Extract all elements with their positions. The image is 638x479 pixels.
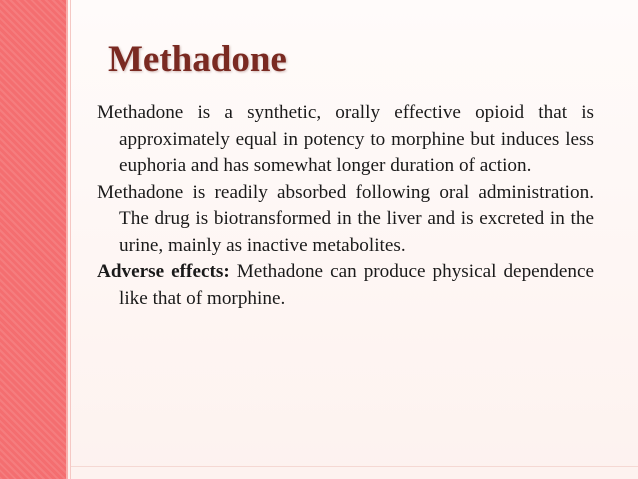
paragraph-pharmacokinetics-text: Methadone is readily absorbed following oral administration. The drug is biotransformed in the liver and is excreted in the urine, mainly as inactive metabolites. (97, 181, 594, 256)
paragraph-adverse-effects (97, 259, 594, 312)
paragraph-overview-text: Methadone is a synthetic, orally effective opioid that is approximately equal in potency to morphine but induces less euphoria and has somewhat longer duration of action. (97, 102, 594, 176)
paragraph-pharmacokinetics (97, 180, 594, 260)
decorative-bottom-line (71, 466, 638, 467)
decorative-edge-line (66, 0, 68, 479)
slide-body (97, 100, 594, 312)
decorative-stripe-band (0, 0, 66, 479)
paragraph-overview (97, 100, 594, 180)
slide-title: Methadone (108, 39, 287, 80)
adverse-effects-text: Methadone can produce physical dependence like that of morphine. (119, 261, 595, 309)
adverse-effects-label: Adverse effects: (97, 261, 230, 282)
